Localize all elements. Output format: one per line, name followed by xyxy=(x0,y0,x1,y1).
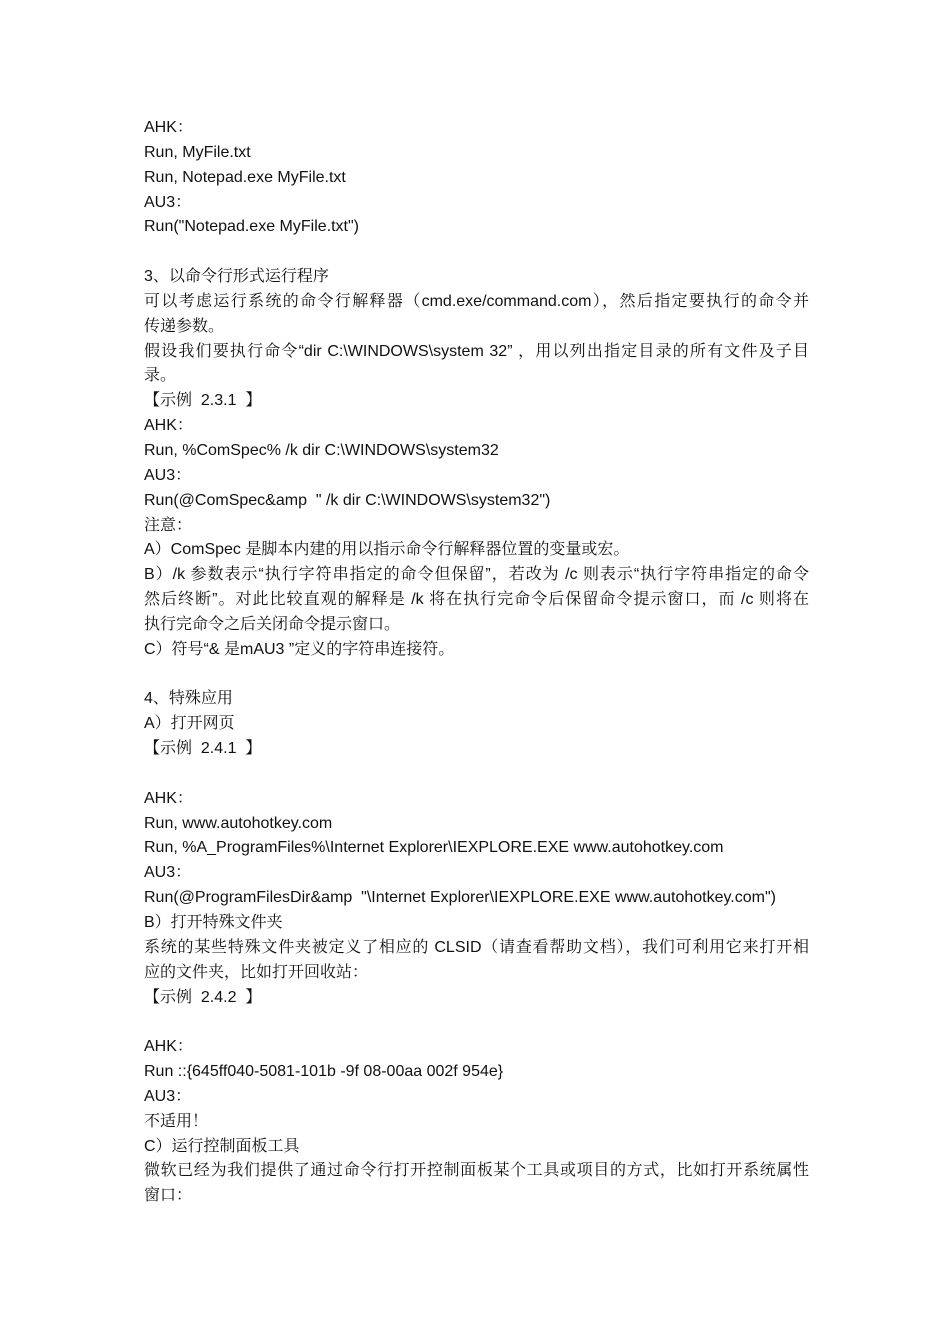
code-line: Run(@ComSpec&amp " /k dir C:\WINDOWS\system32") xyxy=(144,491,551,509)
text-line: AU3： xyxy=(144,466,192,484)
text-line: AHK： xyxy=(144,789,193,807)
blank-line xyxy=(144,663,809,688)
blank-line xyxy=(144,1010,809,1035)
subsection-heading: A）打开网页 xyxy=(144,715,235,733)
code-line: Run, %ComSpec% /k dir C:\WINDOWS\system32 xyxy=(144,441,499,459)
paragraph-line: 录。 xyxy=(144,367,177,385)
paragraph-line: 系统的某些特殊文件夹被定义了相应的 CLSID（请查看帮助文档），我们可利用它来打开相 xyxy=(144,938,809,956)
subsection-heading: C）运行控制面板工具 xyxy=(144,1137,300,1155)
code-line: Run, www.autohotkey.com xyxy=(144,814,333,832)
code-line: Run, MyFile.txt xyxy=(144,143,251,161)
blank-line xyxy=(144,240,809,265)
paragraph-line: 可以考虑运行系统的命令行解释器（cmd.exe/command.com），然后指定要执行的命令并 xyxy=(144,292,809,310)
note-item: A）ComSpec 是脚本内建的用以指示命令行解释器位置的变量或宏。 xyxy=(144,541,630,559)
paragraph-line: 微软已经为我们提供了通过命令行打开控制面板某个工具或项目的方式，比如打开系统属性 xyxy=(144,1162,809,1180)
blank-line xyxy=(144,762,809,787)
section-heading: 3、以命令行形式运行程序 xyxy=(144,268,329,286)
code-line: Run, %A_ProgramFiles%\Internet Explorer\IEXPLORE.EXE www.autohotkey.com xyxy=(144,839,724,857)
text-line: AHK： xyxy=(144,1038,193,1056)
example-label: 【示例 2.4.1 】 xyxy=(144,740,262,758)
text-line: 不适用！ xyxy=(144,1112,209,1130)
example-label: 【示例 2.4.2 】 xyxy=(144,988,262,1006)
code-line: Run("Notepad.exe MyFile.txt") xyxy=(144,218,359,236)
text-line: AU3： xyxy=(144,1087,192,1105)
code-line: Run(@ProgramFilesDir&amp "\Internet Explorer\IEXPLORE.EXE www.autohotkey.com") xyxy=(144,889,776,907)
text-line: AHK： xyxy=(144,417,193,435)
note-item: 然后终断”。对此比较直观的解释是 /k 将在执行完命令后保留命令提示窗口，而 /c 则将在 xyxy=(144,591,809,609)
paragraph-line: 应的文件夹，比如打开回收站： xyxy=(144,963,369,981)
example-label: 【示例 2.3.1 】 xyxy=(144,392,262,410)
note-item: C）符号“& 是mAU3 ”定义的字符串连接符。 xyxy=(144,640,455,658)
note-heading: 注意： xyxy=(144,516,193,534)
section-heading: 4、特殊应用 xyxy=(144,690,233,708)
note-item: B）/k 参数表示“执行字符串指定的命令但保留”，若改为 /c 则表示“执行字符串指定的命令 xyxy=(144,566,809,584)
document-body xyxy=(144,116,809,1209)
paragraph-line: 传递参数。 xyxy=(144,317,225,335)
text-line: AU3： xyxy=(144,864,192,882)
code-line: Run, Notepad.exe MyFile.txt xyxy=(144,168,346,186)
note-item: 执行完命令之后关闭命令提示窗口。 xyxy=(144,615,401,633)
subsection-heading: B）打开特殊文件夹 xyxy=(144,914,283,931)
paragraph-line: 窗口： xyxy=(144,1187,193,1205)
code-line: Run ::{645ff040-5081-101b -9f 08-00aa 002f 954e} xyxy=(144,1063,504,1081)
text-line: AU3： xyxy=(144,193,192,211)
text-line: AHK： xyxy=(144,119,193,136)
paragraph-line: 假设我们要执行命令“dir C:\WINDOWS\system 32” ，用以列出指定目录的所有文件及子目 xyxy=(144,342,809,360)
